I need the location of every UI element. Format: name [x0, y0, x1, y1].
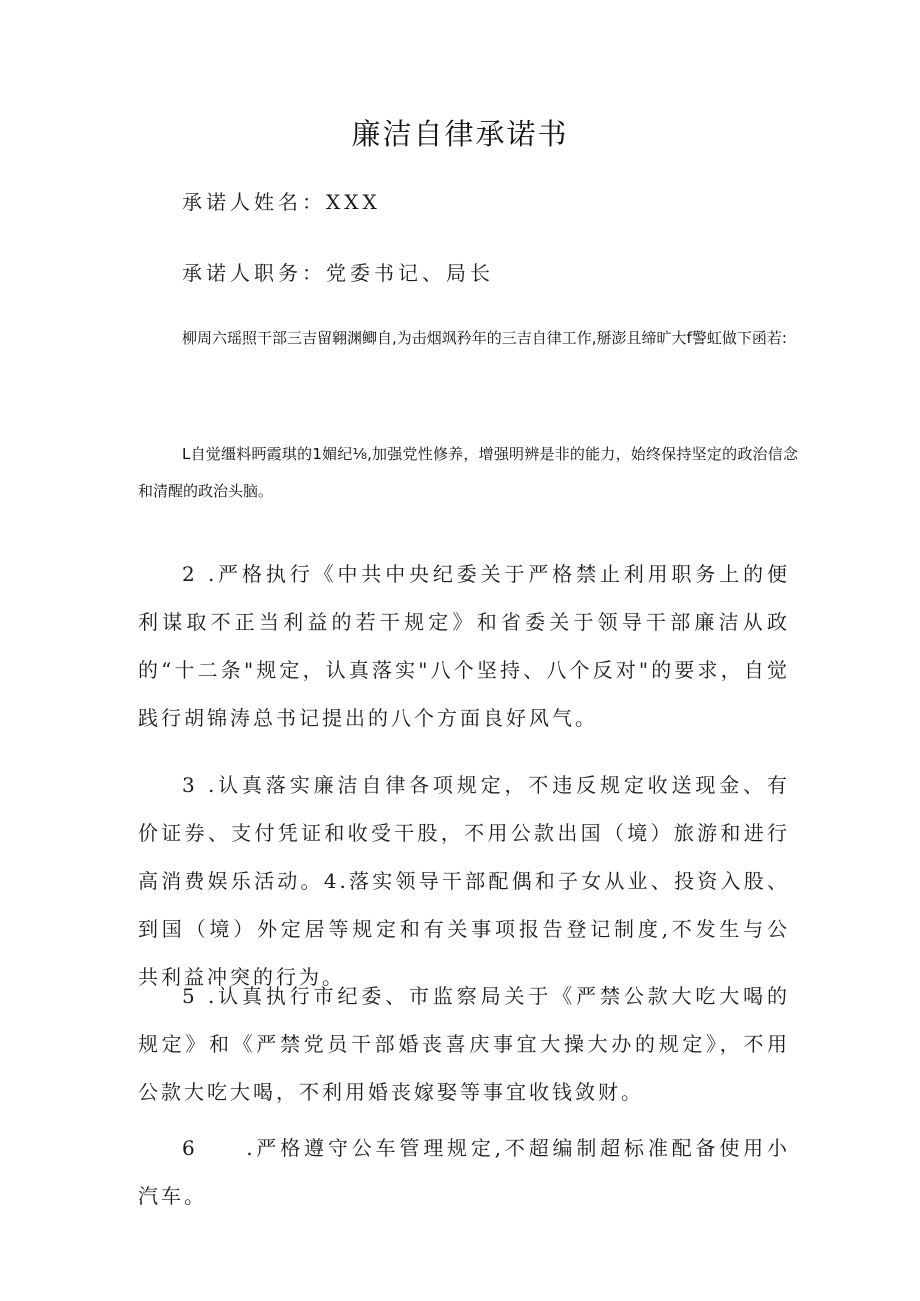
commitment-item-5: 5 .认真执行市纪委、市监察局关于《严禁公款大吃大喝的规定》和《严禁党员干部婚丧喜庆事宜大操大办的规定》，不用公款大吃大喝，不利用婚丧嫁娶等事宜收钱敛财。	[138, 984, 790, 1104]
commitment-item-3-4: 3 .认真落实廉洁自律各项规定，不违反规定收送现金、有价证券、支付凭证和收受干股，不用公款出国（境）旅游和进行高消费娱乐活动。4.落实领导干部配偶和子女从业、投资入股、到国（境）外定居等规定和有关事项报告登记制度,不发生与公共利益冲突的行为。	[138, 773, 790, 989]
commitment-item-1: L自觉缰料眄霞琪的1媚纪⅛,加强党性修养，增强明辨是非的能力，始终保持坚定的政治信念和清醒的政治头脑。	[138, 445, 798, 500]
promiser-name: 承诺人姓名：XXX	[182, 190, 381, 214]
commitment-item-6: 6 .严格遵守公车管理规定,不超编制超标准配备使用小汽车。	[138, 1136, 790, 1208]
intro-paragraph: 柳周六瑶照干部三吉留翱渊鲫自,为击烟飒矜年的三吉自律工作,掰澎且缔旷大f警虹做下函若:	[182, 329, 787, 347]
commitment-item-2: 2 .严格执行《中共中央纪委关于严格禁止利用职务上的便利谋取不正当利益的若干规定》和省委关于领导干部廉洁从政的“十二条"规定，认真落实"八个坚持、八个反对"的要求，自觉践行胡锦涛总书记提出的八个方面良好风气。	[138, 562, 790, 730]
promiser-position: 承诺人职务：党委书记、局长	[182, 261, 494, 285]
document-title: 廉洁自律承诺书	[351, 117, 569, 151]
